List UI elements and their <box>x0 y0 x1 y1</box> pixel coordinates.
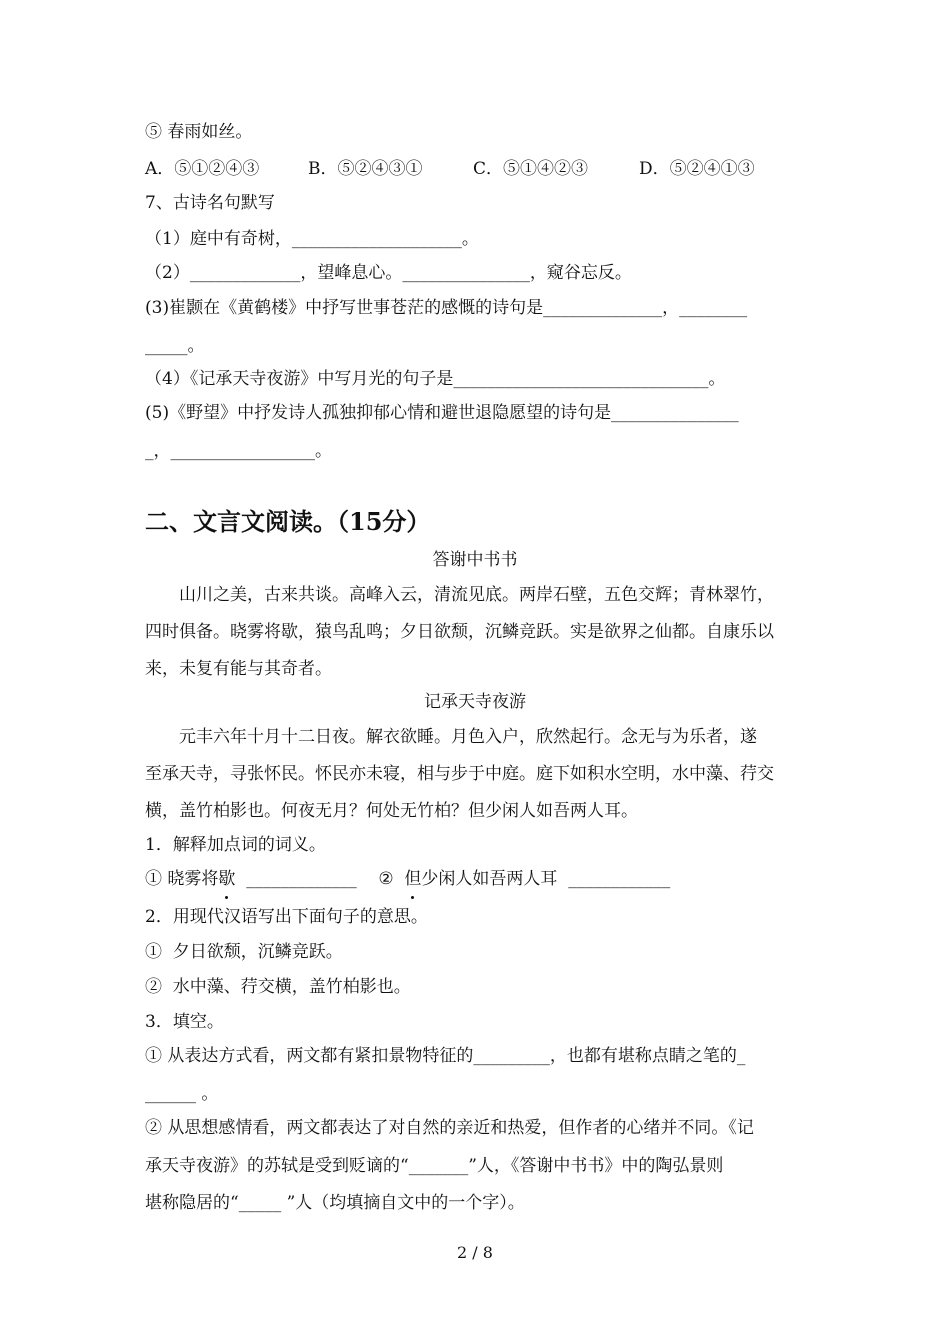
q6-option-d: D．⑤②④①③ <box>639 159 755 179</box>
text2-line: 横，盖竹柏影也。何夜无月？何处无竹柏？但少闲人如吾两人耳。 <box>145 801 638 821</box>
q6-option-a: A．⑤①②④③ <box>145 159 260 179</box>
text1-line: 山川之美，古来共谈。高峰入云，清流见底。两岸石壁，五色交辉；青林翠竹， <box>145 585 774 605</box>
text1-line: 来，未复有能与其奇者。 <box>145 659 332 679</box>
q3-a-line1: ① 从表达方式看，两文都有紧扣景物特征的_________，也都有堪称点睛之笔的_ <box>145 1046 746 1066</box>
q7-line4: （4）《记承天寺夜游》中写月光的句子是______________________________。 <box>145 369 726 389</box>
q6-option-c: C．⑤①④②③ <box>473 159 589 179</box>
q7-line5a: (5)《野望》中抒发诗人孤独抑郁心情和避世退隐愿望的诗句是_______________ <box>145 403 739 423</box>
q1-b-dotted-word: 但 <box>404 869 422 889</box>
text1-line: 四时俱备。晓雾将歇，猿鸟乱鸣；夕日欲颓，沉鳞竞跃。实是欲界之仙都。自康乐以 <box>145 622 774 642</box>
q7-line2: （2）_____________，望峰息心。_______________，窥谷忘反。 <box>145 263 632 283</box>
q3-title: 3．填空。 <box>145 1012 224 1032</box>
q7-line1: （1）庭中有奇树，____________________。 <box>145 229 479 249</box>
text2-title: 记承天寺夜游 <box>424 692 526 712</box>
q3-b-line1: ② 从思想感情看，两文都表达了对自然的亲近和热爱，但作者的心绪并不同。《记 <box>145 1118 754 1138</box>
q7-line3a: (3)崔颢在《黄鹤楼》中抒写世事苍茫的感慨的诗句是______________，________ <box>145 298 748 318</box>
q2-item-b: ② 水中藻、荇交横，盖竹柏影也。 <box>145 977 411 997</box>
q1-a-prefix: ① 晓雾将 <box>145 869 219 889</box>
text2-line: 至承天寺，寻张怀民。怀民亦未寝，相与步于中庭。庭下如积水空明，水中藻、荇交 <box>145 764 774 784</box>
q1-b-prefix: ② <box>378 869 405 889</box>
q6-item5: ⑤ 春雨如丝。 <box>145 122 253 142</box>
q3-b-line3: 堪称隐居的“_____ ”人（均填摘自文中的一个字）。 <box>145 1193 525 1213</box>
text2-line: 元丰六年十月十二日夜。解衣欲睡。月色入户，欣然起行。念无与为乐者，遂 <box>145 727 757 747</box>
q1-title: 1．解释加点词的词义。 <box>145 835 326 855</box>
q3-a-line2: ______ 。 <box>145 1084 219 1104</box>
q3-b-line2: 承天寺夜游》的苏轼是受到贬谪的“_______”人，《答谢中书书》中的陶弘景则 <box>145 1156 724 1176</box>
q7-title: 7、古诗名句默写 <box>145 193 275 213</box>
q2-item-a: ① 夕日欲颓，沉鳞竞跃。 <box>145 942 343 962</box>
q7-line5b: _，_________________。 <box>145 441 332 461</box>
text1-title: 答谢中书书 <box>432 550 518 570</box>
q2-title: 2．用现代汉语写出下面句子的意思。 <box>145 907 428 927</box>
q1-items <box>145 867 670 891</box>
q7-line3b: _____。 <box>145 336 205 356</box>
section-heading: 二、文言文阅读。（15分） <box>145 507 431 536</box>
q1-a-blank: _____________ <box>235 869 357 889</box>
q1-b-rest: 少闲人如吾两人耳 ____________ <box>421 869 671 889</box>
q6-option-b: B．⑤②④③① <box>308 159 423 179</box>
page-number: 2 / 8 <box>457 1243 493 1262</box>
q1-a-dotted-word: 歇 <box>218 869 236 889</box>
